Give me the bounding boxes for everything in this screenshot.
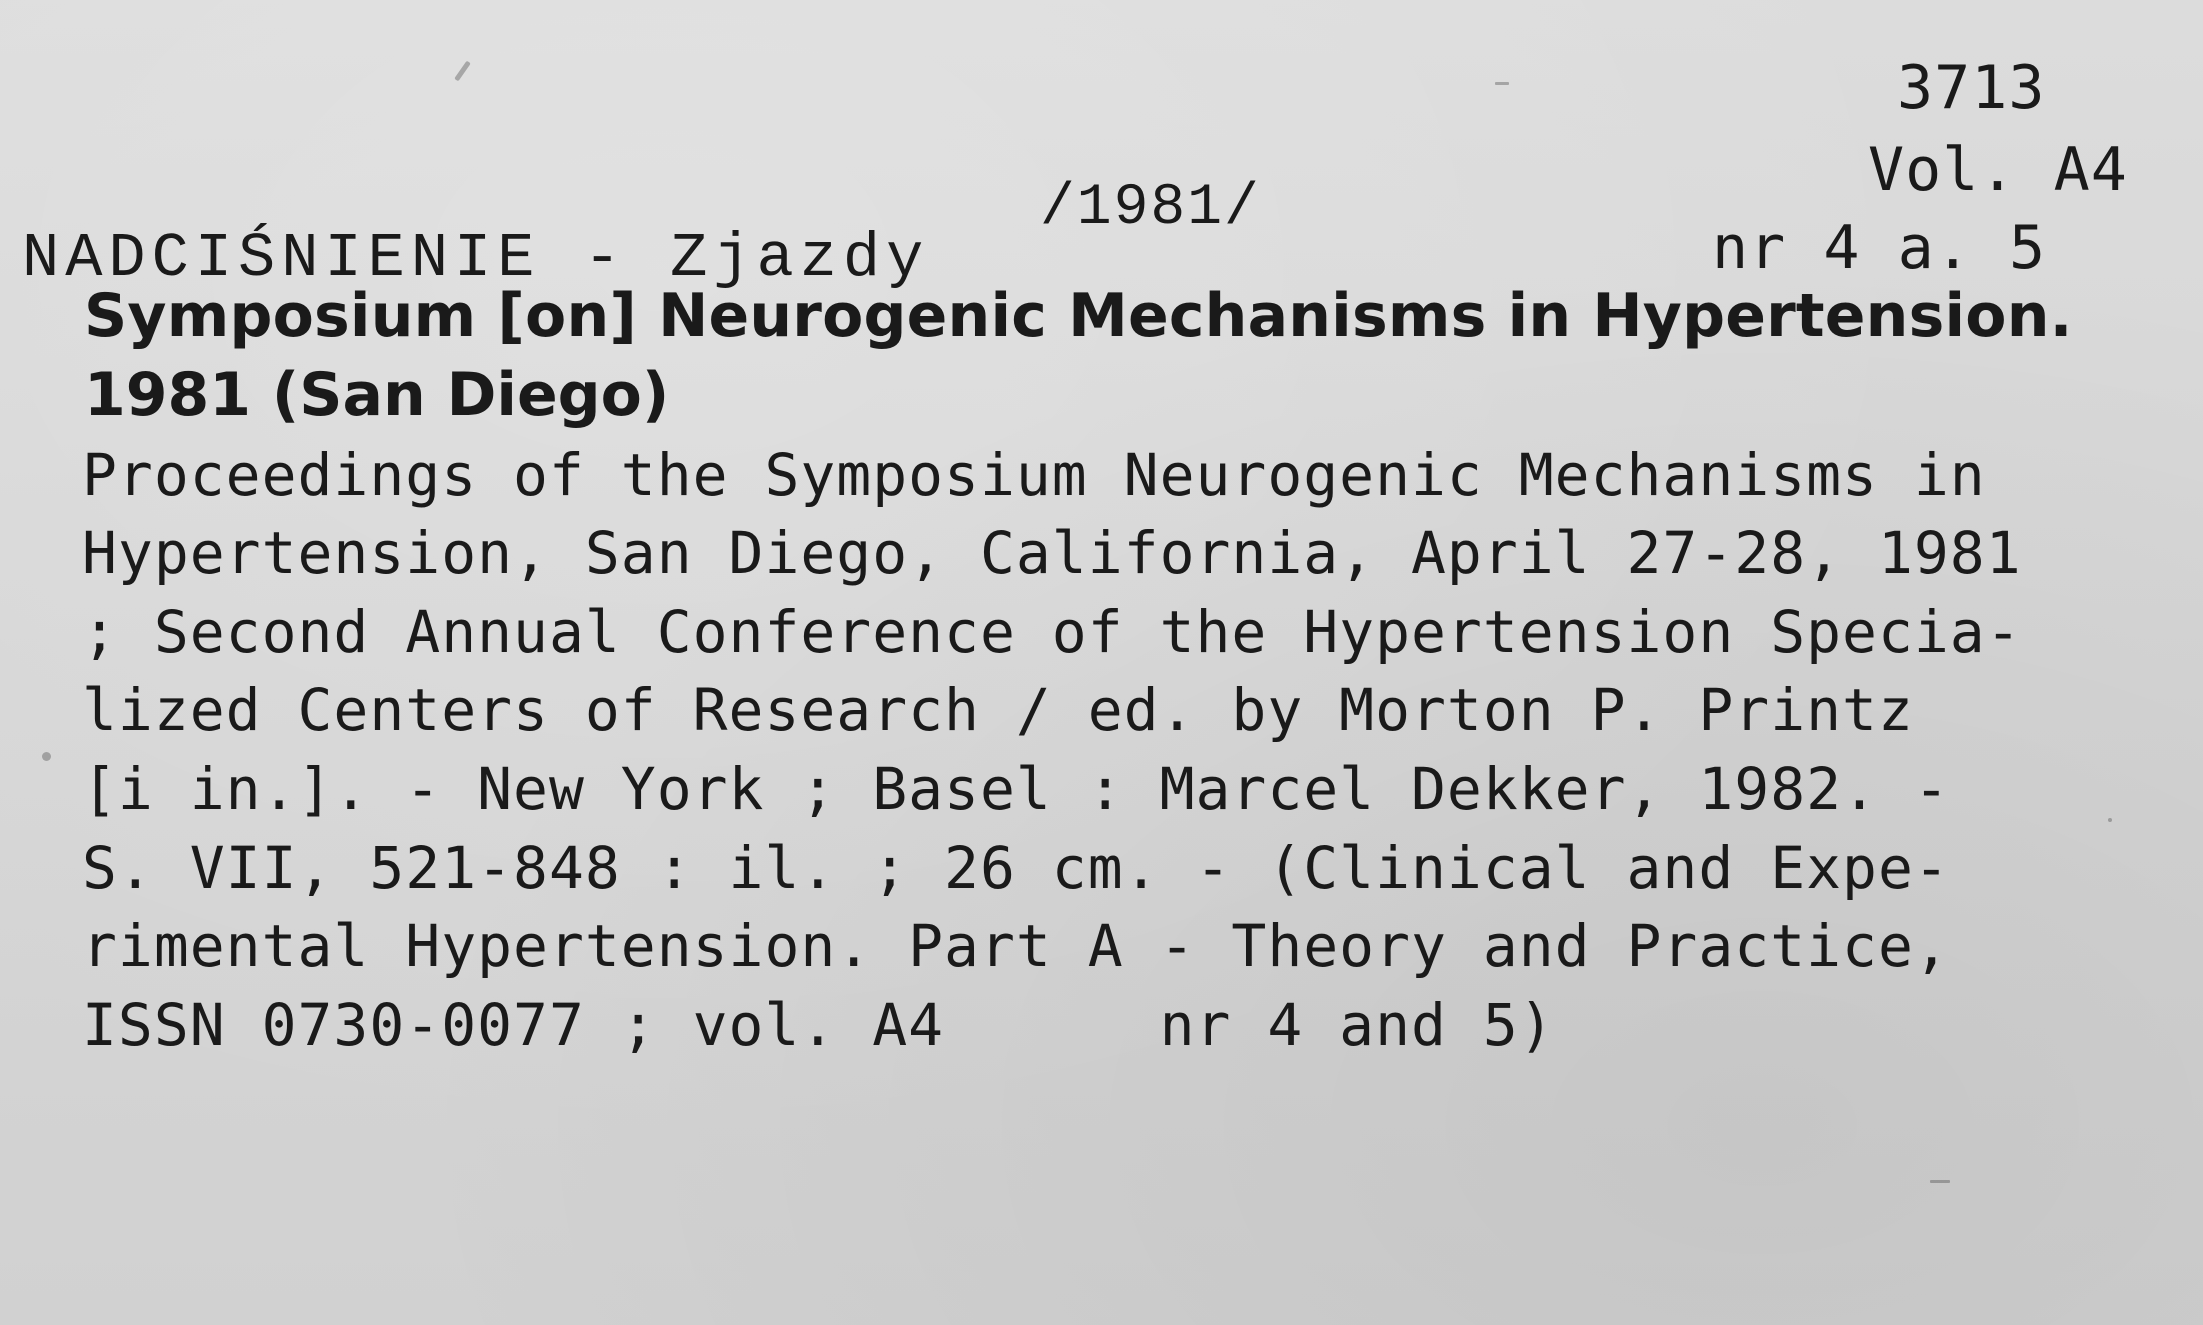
description-line: [i in.]. - New York ; Basel : Marcel Dekker, 1982. - [82, 755, 1950, 823]
year-annotation: /1981/ [1040, 176, 1261, 241]
description-line: Hypertension, San Diego, California, April 27-28, 1981 [82, 519, 2022, 587]
issue-label: nr 4 a. 5 [1712, 213, 2047, 283]
description-line: ISSN 0730-0077 ; vol. A4 nr 4 and 5) [82, 991, 1555, 1059]
call-number: 3713 [1897, 53, 2046, 123]
description-line: S. VII, 521-848 : il. ; 26 cm. - (Clinical and Expe- [82, 834, 1950, 902]
paper-speck [1495, 82, 1509, 85]
paper-speck [2108, 818, 2112, 822]
main-entry-date-place: 1981 (San Diego) [84, 360, 670, 430]
paper-speck [1930, 1180, 1950, 1183]
description-line: lized Centers of Research / ed. by Morton P. Printz [82, 676, 1914, 744]
subject-heading: NADCIŚNIENIE - Zjazdy [22, 223, 930, 294]
description-line: ; Second Annual Conference of the Hypertension Specia- [82, 598, 2022, 666]
paper-speck [454, 61, 471, 82]
description-line: Proceedings of the Symposium Neurogenic Mechanisms in [82, 441, 1986, 509]
volume-label: Vol. A4 [1868, 135, 2128, 205]
paper-speck [42, 752, 51, 761]
description-line: rimental Hypertension. Part A - Theory and Practice, [82, 912, 1950, 980]
main-entry-title: Symposium [on] Neurogenic Mechanisms in Hypertension. [84, 281, 2073, 351]
